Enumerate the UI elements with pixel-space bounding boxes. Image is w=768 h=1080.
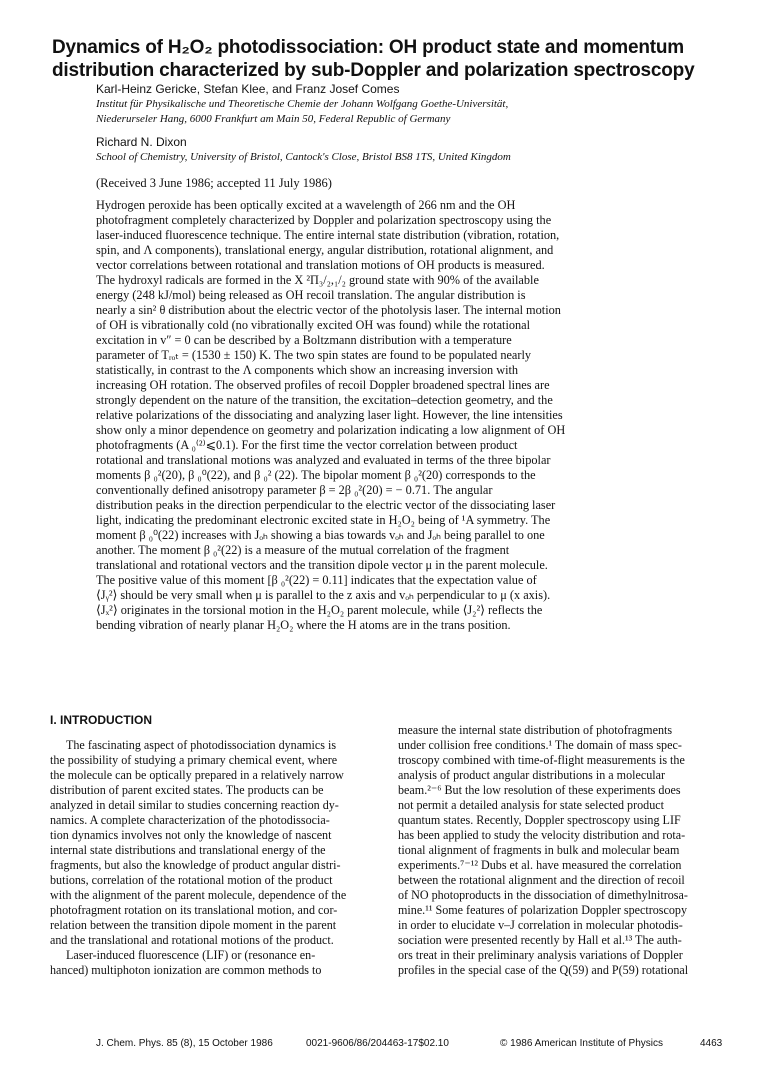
body-line: Laser-induced fluorescence (LIF) or (resonance en-	[66, 948, 316, 962]
abstract-line: light, indicating the predominant electronic excited state in H₂O₂ being of ¹A symmetry. The	[96, 513, 551, 527]
abstract-line: The positive value of this moment [β ₀²(22) = 0.11] indicates that the expectation value of	[96, 573, 537, 587]
abstract-line: excitation in v″ = 0 can be described by a Boltzmann distribution with a temperature	[96, 333, 512, 347]
body-line: in order to elucidate v–J correlation in molecular photodis-	[398, 918, 683, 932]
abstract-line: moment β ₀⁰(22) increases with Jₒₕ showing a bias towards vₒₕ and Jₒₕ being parallel to one	[96, 528, 545, 542]
page-number: 4463	[700, 1038, 723, 1049]
body-line: sociation were presented recently by Hall et al.¹³ The auth-	[398, 933, 682, 947]
journal-citation: J. Chem. Phys. 85 (8), 15 October 1986	[96, 1038, 273, 1049]
abstract-line: of OH is vibrationally cold (no vibrationally excited OH was found) while the rotational	[96, 318, 531, 332]
body-line: internal state distributions and translational energy of the	[50, 843, 326, 857]
body-line: photofragment rotation on its translational motion, and cor-	[50, 903, 338, 917]
abstract-line: Hydrogen peroxide has been optically excited at a wavelength of 266 nm and the OH	[96, 198, 516, 212]
body-line: namics. A complete characterization of the photodissocia-	[50, 813, 330, 827]
author-list-2: Richard N. Dixon	[96, 135, 187, 149]
body-line: under collision free conditions.¹ The domain of mass spec-	[398, 738, 682, 752]
section-heading: I. INTRODUCTION	[50, 713, 152, 727]
body-line: tion dynamics involves not only the knowledge of nascent	[50, 828, 332, 842]
body-line: distribution of parent excited states. The products can be	[50, 783, 324, 797]
page-footer	[0, 1036, 768, 1052]
abstract-line: conventionally defined anisotropy parameter β = 2β ₀²(20) = − 0.71. The angular	[96, 483, 493, 497]
body-line: beam.²⁻⁶ But the low resolution of these experiments does	[398, 783, 681, 797]
abstract-line: bending vibration of nearly planar H₂O₂ where the H atoms are in the trans position.	[96, 618, 511, 632]
abstract-line: strongly dependent on the nature of the transition, the excitation–detection geometry, and the	[96, 393, 553, 407]
abstract-line: ⟨Jₓ²⟩ originates in the torsional motion in the H₂O₂ parent molecule, while ⟨J₂²⟩ reflects the	[96, 603, 543, 617]
abstract-line: rotational and translational motions was analyzed and evaluated in terms of the three bipolar	[96, 453, 551, 467]
body-column-left	[50, 738, 378, 978]
body-line: analyzed in detail similar to studies concerning reaction dy-	[50, 798, 339, 812]
body-line: profiles in the special case of the Q(59) and P(59) rotational	[398, 963, 689, 977]
body-line: The fascinating aspect of photodissociation dynamics is	[66, 738, 337, 752]
affiliation-line: Institut für Physikalische und Theoretische Chemie der Johann Wolfgang Goethe-Universität,	[96, 98, 509, 110]
title-line: Dynamics of H₂O₂ photodissociation: OH product state and momentum	[52, 37, 684, 58]
body-line: mine.¹¹ Some features of polarization Doppler spectroscopy	[398, 903, 688, 917]
abstract-line: moments β ₀²(20), β ₀⁰(22), and β ₀² (22). The bipolar moment β ₀²(20) corresponds to the	[96, 468, 536, 482]
abstract-line: photofragment completely characterized by Doppler and polarization spectroscopy using the	[96, 213, 552, 227]
article-title	[52, 36, 732, 82]
body-line: butions, correlation of the rotational motion of the product	[50, 873, 333, 887]
affiliation-1	[96, 97, 508, 127]
body-line: hanced) multiphoton ionization are common methods to	[50, 963, 322, 977]
body-line: has been applied to study the velocity distribution and rota-	[398, 828, 686, 842]
abstract	[96, 198, 636, 633]
abstract-line: statistically, in contrast to the Λ components which show an increasing inversion with	[96, 363, 519, 377]
body-line: and the translational and rotational motions of the product.	[50, 933, 334, 947]
body-line: measure the internal state distribution of photofragments	[398, 723, 673, 737]
abstract-line: vector correlations between rotational and translation motions of OH products is measured.	[96, 258, 545, 272]
body-line: the possibility of studying a primary chemical event, where	[50, 753, 338, 767]
abstract-line: energy (248 kJ/mol) being released as OH recoil translation. The angular distribution is	[96, 288, 526, 302]
body-line: tional alignment of fragments in bulk and molecular beam	[398, 843, 680, 857]
body-line: between the rotational alignment and the direction of recoil	[398, 873, 685, 887]
abstract-line: increasing OH rotation. The observed profiles of recoil Doppler broadened spectral lines are	[96, 378, 550, 392]
abstract-line: spin, and Λ components), translational energy, angular distribution, rotational alignment, and	[96, 243, 554, 257]
body-line: relation between the transition dipole moment in the parent	[50, 918, 337, 932]
abstract-line: show only a minor dependence on geometry and polarization indicating a low alignment of OH	[96, 423, 566, 437]
body-line: ors treat in their preliminary analysis variations of Doppler	[398, 948, 683, 962]
body-line: quantum states. Recently, Doppler spectroscopy using LIF	[398, 813, 681, 827]
affiliation-line: Niederurseler Hang, 6000 Frankfurt am Main 50, Federal Republic of Germany	[96, 113, 451, 125]
abstract-line: distribution peaks in the direction perpendicular to the electric vector of the dissociating laser	[96, 498, 556, 512]
received-dates: (Received 3 June 1986; accepted 11 July 1986)	[96, 176, 332, 190]
title-line: distribution characterized by sub-Doppler and polarization spectroscopy	[52, 60, 695, 81]
author-list-1: Karl-Heinz Gericke, Stefan Klee, and Franz Josef Comes	[96, 82, 400, 96]
abstract-line: ⟨Jᵧ²⟩ should be very small when μ is parallel to the z axis and vₒₕ perpendicular to μ (x axis).	[96, 588, 551, 602]
abstract-line: nearly a sin² θ distribution about the electric vector of the photolysis laser. The internal motion	[96, 303, 561, 317]
body-line: experiments.⁷⁻¹² Dubs et al. have measured the correlation	[398, 858, 682, 872]
body-line: with the alignment of the parent molecule, dependence of the	[50, 888, 347, 902]
body-line: of NO photoproducts in the dissociation of dimethylnitrosa-	[398, 888, 688, 902]
body-line: fragments, but also the knowledge of product angular distri-	[50, 858, 341, 872]
abstract-line: parameter of Tᵣₒₜ = (1530 ± 150) K. The two spin states are found to be populated nearly	[96, 348, 532, 362]
abstract-line: laser-induced fluorescence technique. The entire internal state distribution (vibration, rotation,	[96, 228, 560, 242]
affiliation-2	[96, 150, 511, 165]
abstract-line: relative polarizations of the dissociating and analyzing laser light. However, the line intensities	[96, 408, 563, 422]
abstract-line: translational and rotational vectors and the transition dipole vector μ in the parent molecule.	[96, 558, 548, 572]
abstract-line: The hydroxyl radicals are formed in the X ²Π₃/₂,₁/₂ ground state with 90% of the available	[96, 273, 539, 287]
body-line: not permit a detailed analysis for state selected product	[398, 798, 664, 812]
copyright-notice: © 1986 American Institute of Physics	[500, 1038, 664, 1049]
body-line: troscopy combined with time-of-flight measurements is the	[398, 753, 685, 767]
body-line: analysis of product angular distributions in a molecular	[398, 768, 666, 782]
abstract-line: photofragments (A ₀⁽²⁾⩽0.1). For the first time the vector correlation between product	[96, 438, 518, 452]
abstract-line: another. The moment β ₀²(22) is a measure of the mutual correlation of the fragment	[96, 543, 510, 557]
body-column-right	[398, 723, 726, 978]
affiliation-line: School of Chemistry, University of Bristol, Cantock's Close, Bristol BS8 1TS, United Kingdom	[96, 151, 511, 163]
body-line: the molecule can be optically prepared in a relatively narrow	[50, 768, 344, 782]
article-code: 0021-9606/86/204463-17$02.10	[306, 1038, 449, 1049]
